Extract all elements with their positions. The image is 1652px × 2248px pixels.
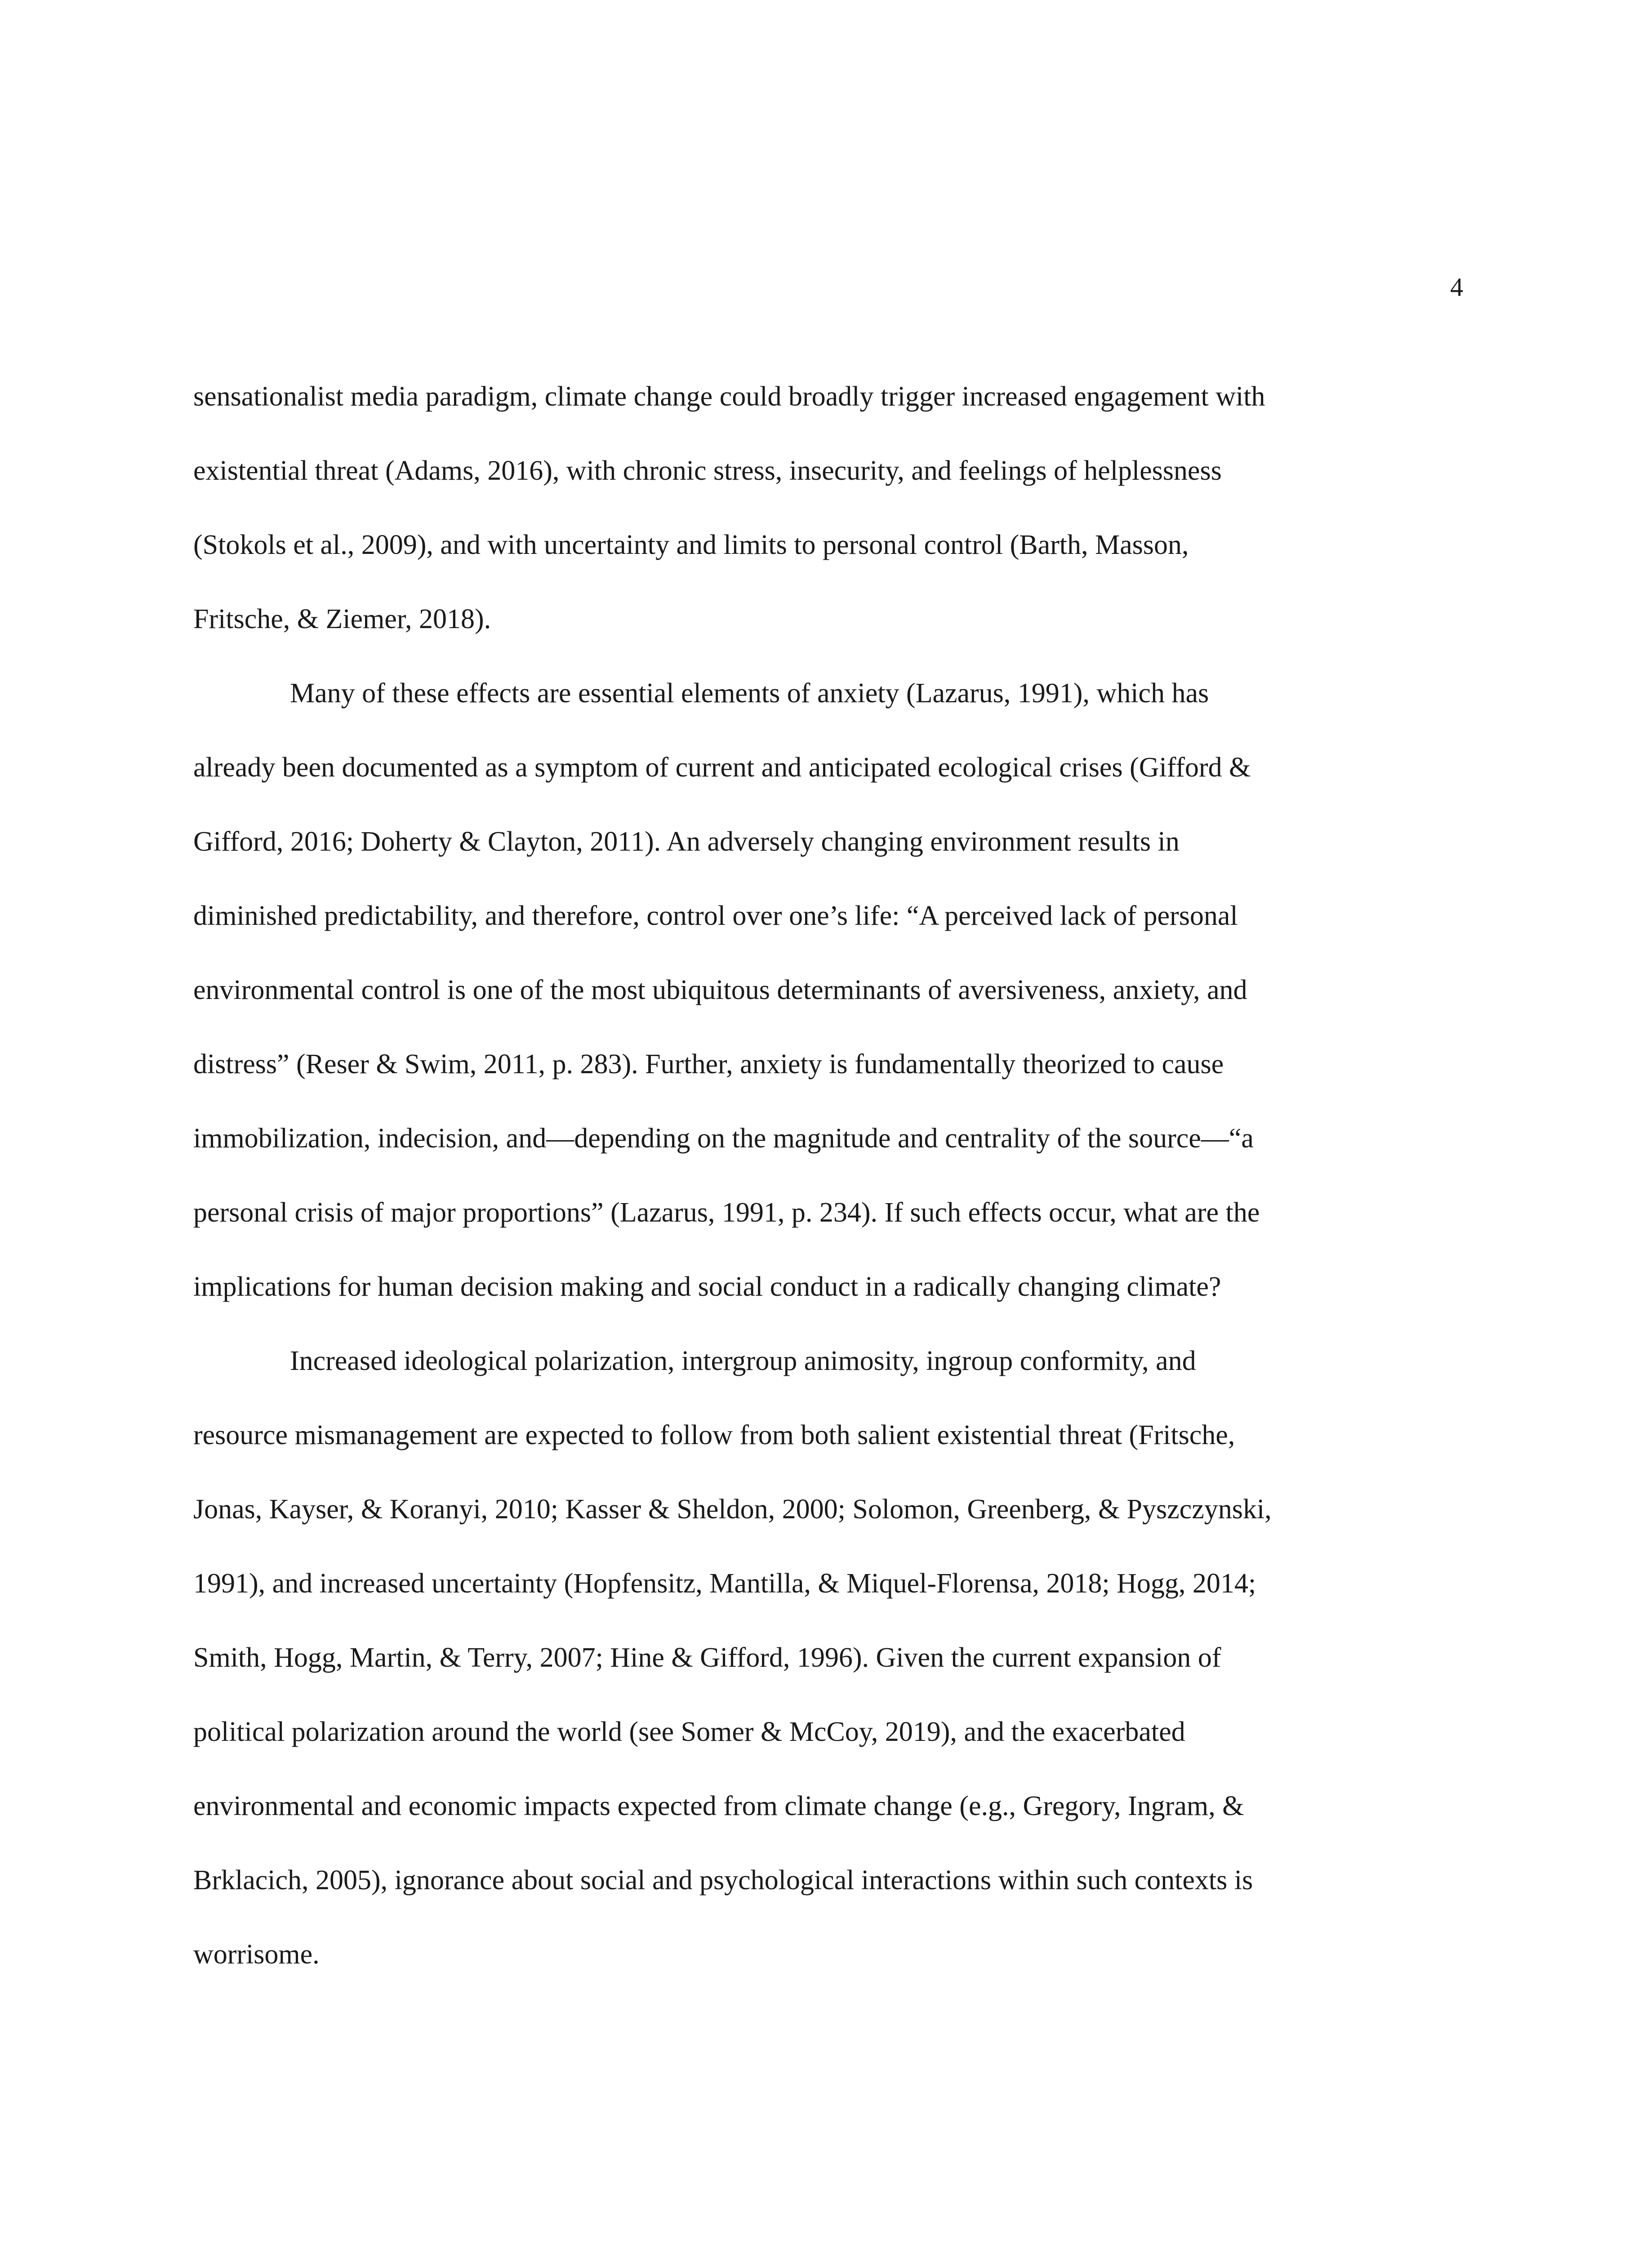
text-line: already been documented as a symptom of current and anticipated ecological crises (Gifford & bbox=[193, 752, 1251, 783]
paragraph-start-line: Many of these effects are essential elements of anxiety (Lazarus, 1991), which has bbox=[290, 678, 1209, 709]
text-line: Fritsche, & Ziemer, 2018). bbox=[193, 604, 491, 634]
text-line: 1991), and increased uncertainty (Hopfensitz, Mantilla, & Miquel-Florensa, 2018; Hogg, 2014; bbox=[193, 1568, 1256, 1599]
text-line: Smith, Hogg, Martin, & Terry, 2007; Hine & Gifford, 1996). Given the current expansion of bbox=[193, 1642, 1221, 1673]
text-line: existential threat (Adams, 2016), with chronic stress, insecurity, and feelings of helplessness bbox=[193, 455, 1222, 486]
text-line: Jonas, Kayser, & Koranyi, 2010; Kasser & Sheldon, 2000; Solomon, Greenberg, & Pyszczynski, bbox=[193, 1494, 1272, 1525]
document-body bbox=[193, 360, 1452, 1992]
text-line: distress” (Reser & Swim, 2011, p. 283). Further, anxiety is fundamentally theorized to cause bbox=[193, 1049, 1224, 1079]
text-line: personal crisis of major proportions” (Lazarus, 1991, p. 234). If such effects occur, what are the bbox=[193, 1197, 1260, 1228]
text-line: resource mismanagement are expected to follow from both salient existential threat (Fritsche, bbox=[193, 1420, 1235, 1450]
text-line: sensationalist media paradigm, climate change could broadly trigger increased engagement with bbox=[193, 381, 1265, 412]
text-line: environmental control is one of the most ubiquitous determinants of aversiveness, anxiety, and bbox=[193, 975, 1247, 1005]
paragraph-start-line: Increased ideological polarization, intergroup animosity, ingroup conformity, and bbox=[290, 1346, 1196, 1376]
text-line: immobilization, indecision, and—depending on the magnitude and centrality of the source—“a bbox=[193, 1123, 1254, 1154]
text-line: implications for human decision making and social conduct in a radically changing climate? bbox=[193, 1271, 1221, 1302]
text-line: diminished predictability, and therefore, control over one’s life: “A perceived lack of personal bbox=[193, 901, 1238, 931]
text-line: political polarization around the world (see Somer & McCoy, 2019), and the exacerbated bbox=[193, 1717, 1185, 1747]
text-line: worrisome. bbox=[193, 1939, 320, 1970]
text-line: Gifford, 2016; Doherty & Clayton, 2011). An adversely changing environment results in bbox=[193, 826, 1180, 857]
text-line: (Stokols et al., 2009), and with uncertainty and limits to personal control (Barth, Masson, bbox=[193, 530, 1189, 560]
text-line: Brklacich, 2005), ignorance about social and psychological interactions within such contexts is bbox=[193, 1865, 1253, 1896]
page-number: 4 bbox=[1450, 272, 1463, 302]
text-line: environmental and economic impacts expected from climate change (e.g., Gregory, Ingram, & bbox=[193, 1791, 1244, 1821]
